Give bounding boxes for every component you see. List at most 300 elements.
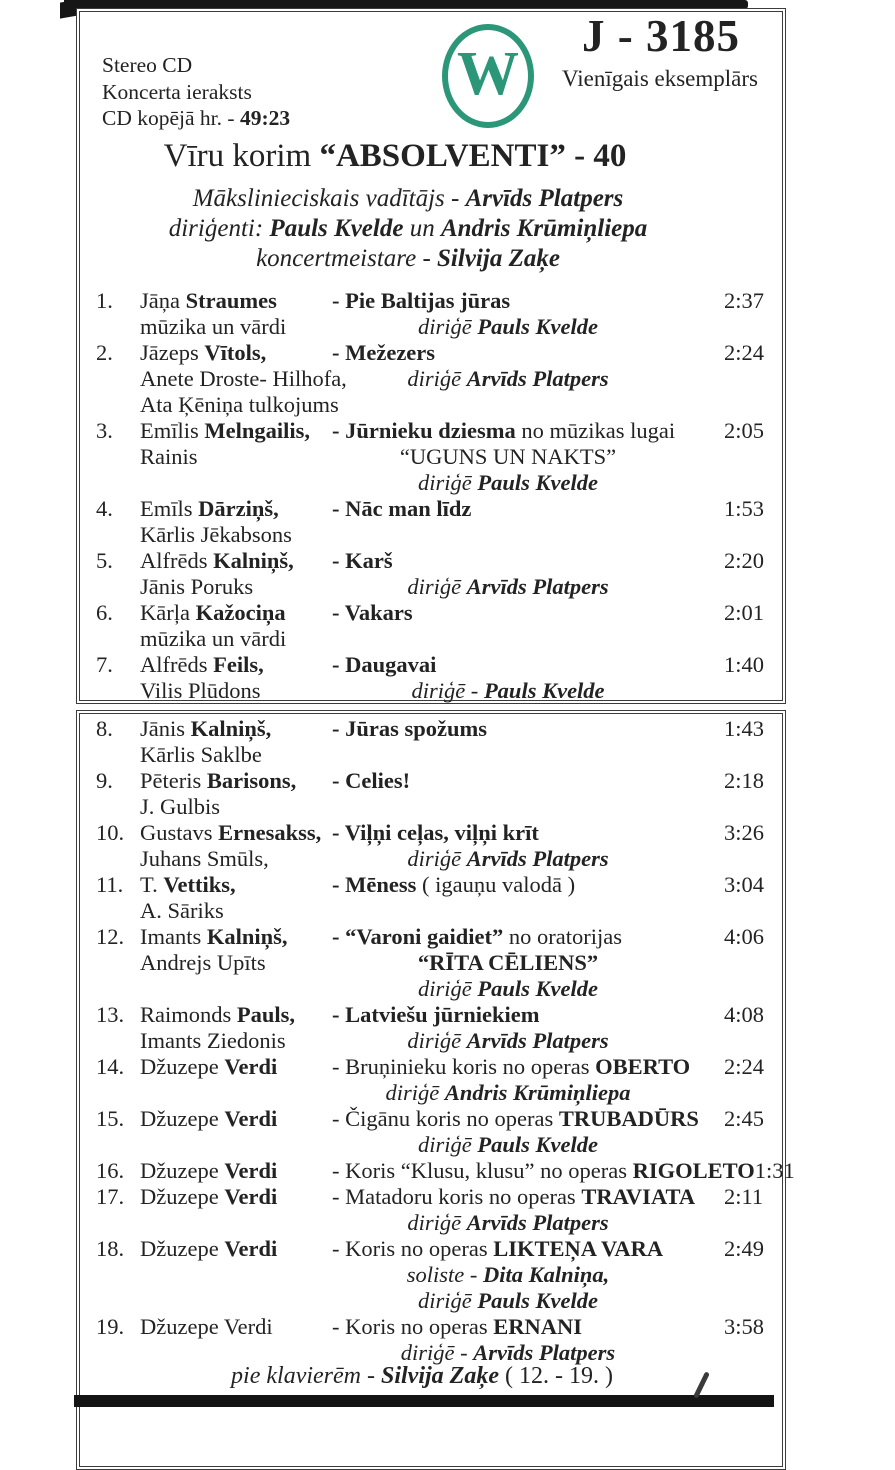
track-note [332,1288,724,1314]
track-duration: 1:40 [724,652,765,677]
text-segment: Vettiks, [163,872,236,897]
track-number: 12. [96,924,125,949]
text-segment: Rainis [140,444,198,469]
text-segment: ( 12. - 19. ) [498,1363,613,1389]
track-main-line [80,548,782,574]
track-number: 5. [96,548,113,573]
track-duration: 1:31 [754,1158,795,1183]
track-sub-line [80,1132,782,1158]
credit-conductors [80,214,736,244]
text-segment: Pauls Kvelde [483,678,605,703]
track-duration: 2:37 [724,288,765,313]
spacer [724,392,774,418]
text-segment: Jānis [140,716,191,741]
text-segment: - Mēness [332,872,417,897]
track-sub-line [80,574,782,600]
text-segment: - Daugavai [332,652,437,677]
credit-artistic-director [80,184,736,214]
spacer [724,522,774,548]
track-row [80,820,782,846]
text-segment: Pauls Kvelde [477,314,598,339]
text-segment: diriģē [418,1132,478,1157]
track-row [80,1002,782,1028]
track-note [332,846,724,872]
track-main-line [80,1158,795,1184]
spacer [724,898,774,924]
track-title [332,418,724,444]
track-number: 6. [96,600,113,625]
track-composer [140,652,332,678]
spacer [724,444,774,470]
track-row [80,1236,782,1262]
track-main-line [80,1054,782,1080]
text-segment: Džuzepe [140,1054,225,1079]
track-lyricist [140,976,332,1002]
album-title [80,138,782,175]
text-segment: - Jūras spožums [332,716,488,741]
track-note [332,392,724,418]
text-segment: Pauls Kvelde [477,1132,598,1157]
text-segment: diriģē - [411,678,484,703]
spacer [96,1028,140,1054]
track-lyricist [140,366,347,392]
track-composer [140,716,332,742]
text-segment: Verdi [224,1054,278,1079]
track-duration: 2:20 [724,548,765,573]
total-duration-line [102,105,290,132]
track-number: 8. [96,716,113,741]
text-segment: pie klavierēm - [231,1363,381,1389]
cd-meta-block [102,52,290,132]
track-composer [140,1314,332,1340]
text-segment: Jāzeps [140,340,205,365]
track-lyricist [140,950,332,976]
track-composer [140,418,332,444]
track-title [332,1054,724,1080]
spacer [96,470,140,496]
text-segment: - Karš [332,548,393,573]
track-row [80,872,782,898]
credit-concertmaster [80,244,736,274]
track-note [332,678,724,704]
track-sub-line [80,470,782,496]
text-segment: diriģē [407,366,467,391]
track-sub-line [80,626,782,652]
spacer [96,574,140,600]
text-segment: - Pie Baltijas jūras [332,288,511,313]
track-note [332,1080,724,1106]
track-row [80,288,782,314]
text-segment: Arvīds Platpers [466,1028,609,1053]
text-segment: Pauls Kvelde [477,1288,598,1313]
text-segment: Verdi [224,1158,278,1183]
spacer [96,976,140,1002]
text-segment: ERNANI [493,1314,582,1339]
track-composer [140,924,332,950]
text-segment: - Mežezers [332,340,436,365]
track-number: 1. [96,288,113,313]
text-segment: Pauls Kvelde [269,215,404,242]
text-segment: Jānis Poruks [140,574,254,599]
text-segment: Arvīds Platpers [465,185,624,212]
track-lyricist [140,626,332,652]
track-title [332,1158,755,1184]
track-title [332,1106,724,1132]
spacer [724,1210,774,1236]
track-main-line [80,924,782,950]
spacer [724,314,774,340]
spacer [96,522,140,548]
track-sub-line [80,444,782,470]
text-segment: Verdi [224,1184,278,1209]
track-note [332,794,724,820]
text-segment: “UGUNS UN NAKTS” [399,444,617,469]
text-segment: Kalniņš, [213,548,294,573]
spacer [96,678,140,704]
text-segment: Arvīds Platpers [473,1340,616,1365]
text-segment: Mākslinieciskais vadītājs - [192,185,466,212]
spacer [96,898,140,924]
track-main-line [80,820,782,846]
track-lyricist [140,314,332,340]
text-segment: Arvīds Platpers [466,574,609,599]
track-duration: 1:43 [724,716,765,741]
track-row [80,1054,782,1080]
track-title [332,716,724,742]
track-list-bottom [80,716,795,1366]
track-note [332,1210,724,1236]
track-duration: 4:06 [724,924,765,949]
text-segment: Imants Ziedonis [140,1028,286,1053]
text-segment: - Čigānu koris no operas [332,1106,559,1131]
track-note [332,950,724,976]
text-segment: Dārziņš, [198,496,279,521]
text-segment: J. Gulbis [140,794,221,819]
track-composer [140,820,332,846]
track-sub-line [80,1080,782,1106]
track-main-line [80,288,782,314]
track-sub-line [80,794,782,820]
track-duration: 2:24 [724,1054,765,1079]
track-row [80,600,782,626]
track-main-line [80,1314,782,1340]
spacer [96,1132,140,1158]
text-segment: Silvija Zaķe [380,1363,499,1389]
track-title [332,1236,724,1262]
unique-copy-note: Vienīgais eksemplārs [562,66,758,91]
text-segment: soliste - [406,1262,483,1287]
text-segment: - Koris no operas [332,1236,494,1261]
track-title [332,548,724,574]
spacer [96,392,140,418]
track-number: 2. [96,340,113,365]
text-segment: Kārlis Saklbe [140,742,262,767]
text-segment: Vilis Plūdons [140,678,261,703]
track-lyricist [140,898,332,924]
track-main-line [80,418,782,444]
track-duration: 1:53 [724,496,765,521]
text-segment: diriģē [418,470,478,495]
track-lyricist [140,1262,332,1288]
text-segment: diriģē [385,1080,445,1105]
track-row [80,1314,782,1340]
track-main-line [80,1002,782,1028]
spacer [96,1262,140,1288]
track-sub-line [80,846,782,872]
recording-type-label: Koncerta ieraksts [102,79,252,104]
track-composer [140,1236,332,1262]
track-title [332,768,724,794]
track-composer [140,548,332,574]
track-main-line [80,768,782,794]
track-main-line [80,496,782,522]
album-title-main: “ABSOLVENTI” - 40 [319,138,627,174]
text-segment: diriģē [418,314,478,339]
text-segment: Barisons, [206,768,297,793]
text-segment: - Matadoru koris no operas [332,1184,582,1209]
track-number: 9. [96,768,113,793]
spacer [724,366,774,392]
spacer [96,950,140,976]
track-composer [140,768,332,794]
track-row [80,1158,795,1184]
text-segment: - Bruņinieku koris no operas [332,1054,596,1079]
track-lyricist [140,444,332,470]
text-segment: - Viļņi ceļas, viļņi krīt [332,820,539,845]
track-duration: 2:45 [724,1106,765,1131]
track-number: 16. [96,1158,125,1183]
track-duration: 2:24 [724,340,765,365]
text-segment: Silvija Zaķe [437,245,560,272]
track-lyricist [140,1132,332,1158]
catalog-number: J - 3185 [582,11,740,61]
text-segment: RIGOLETO [632,1158,755,1183]
track-title [332,652,724,678]
track-note [332,314,724,340]
spacer [724,1262,774,1288]
text-segment: Andris Krūmiņliepa [440,215,648,242]
track-sub-line [80,1288,782,1314]
spacer [724,1080,774,1106]
track-note [332,574,724,600]
spacer [724,1132,774,1158]
text-segment: Džuzepe [140,1106,225,1131]
label-logo [442,24,534,128]
track-duration: 3:58 [724,1314,765,1339]
track-note [332,1028,724,1054]
track-note [332,898,724,924]
spacer [724,1288,774,1314]
text-segment: Kārlis Jēkabsons [140,522,292,547]
track-title [332,872,724,898]
track-note [332,522,724,548]
track-row [80,1106,782,1132]
cd-info-card-bottom [76,710,795,1470]
text-segment: Jāņa [140,288,186,313]
total-duration-label: CD kopējā hr. - [102,106,240,130]
track-note [332,470,724,496]
text-segment: - Nāc man līdz [332,496,472,521]
text-segment: mūzika un vārdi [140,314,287,339]
track-title [332,340,724,366]
text-segment: Emīls [140,496,199,521]
text-segment: Anete Droste- Hilhofa, [140,366,347,391]
text-segment: Andris Krūmiņliepa [444,1080,631,1105]
track-duration: 2:01 [724,600,765,625]
spacer [724,976,774,1002]
spacer [96,1080,140,1106]
text-segment: Juhans Smūls, [140,846,269,871]
track-note [332,1262,724,1288]
track-row [80,418,782,444]
track-main-line [80,1106,782,1132]
text-segment: Džuzepe [140,1236,225,1261]
text-segment: OBERTO [595,1054,691,1079]
track-composer [140,1184,332,1210]
track-number: 14. [96,1054,125,1079]
track-composer [140,496,332,522]
text-segment: Arvīds Platpers [466,1210,609,1235]
track-sub-line [80,1262,782,1288]
track-title [332,1002,724,1028]
spacer [96,794,140,820]
text-segment: diriģenti: [168,215,270,242]
track-number: 13. [96,1002,125,1027]
track-duration: 2:11 [724,1184,764,1209]
track-composer [140,600,332,626]
text-segment: Kalniņš, [206,924,288,949]
track-lyricist [140,742,332,768]
track-duration: 2:05 [724,418,765,443]
total-duration-value: 49:23 [239,106,291,130]
track-number: 17. [96,1184,125,1209]
text-segment: koncertmeistare - [256,245,438,272]
spacer [96,846,140,872]
text-segment: diriģē [407,574,467,599]
track-note [332,366,724,392]
text-segment: Feils, [213,652,264,677]
track-note [332,1132,724,1158]
spacer [724,846,774,872]
track-lyricist [140,1028,332,1054]
track-duration: 2:18 [724,768,765,793]
text-segment: - Jūrnieku dziesma [332,418,516,443]
spacer [96,742,140,768]
text-segment: Kalniņš, [190,716,272,741]
text-segment: Straumes [185,288,277,313]
track-sub-line [80,898,782,924]
track-lyricist [140,846,332,872]
spacer [724,1028,774,1054]
text-segment: Kažociņa [195,600,286,625]
text-segment: Raimonds [140,1002,237,1027]
track-note [332,742,724,768]
track-sub-line [80,678,782,704]
spacer [96,444,140,470]
text-segment: no oratorijas [503,924,622,949]
track-title [332,600,724,626]
text-segment: - Koris “Klusu, klusu” no operas [332,1158,633,1183]
scan-artifact-bottom-edge [74,1395,774,1407]
track-composer [140,1002,332,1028]
track-note [332,444,724,470]
track-lyricist [140,1288,332,1314]
text-segment: Ernesakss, [218,820,322,845]
spacer [96,366,140,392]
text-segment: Andrejs Upīts [140,950,266,975]
track-lyricist [140,794,332,820]
album-title-prefix: Vīru korim [163,138,320,174]
track-row [80,1184,782,1210]
track-row [80,548,782,574]
track-main-line [80,1184,782,1210]
track-sub-line [80,366,782,392]
text-segment: Alfrēds [140,652,214,677]
track-title [332,924,724,950]
track-main-line [80,1236,782,1262]
track-lyricist [140,574,332,600]
text-segment: T. [140,872,164,897]
spacer [724,574,774,600]
piano-credit [80,1362,782,1390]
text-segment: TRAVIATA [581,1184,696,1209]
track-number: 7. [96,652,113,677]
text-segment: Pēteris [140,768,207,793]
track-main-line [80,340,782,366]
track-sub-line [80,1028,782,1054]
track-main-line [80,872,782,898]
track-title [332,820,724,846]
text-segment: ( igauņu valodā ) [416,872,576,897]
track-number: 4. [96,496,113,521]
text-segment: Džuzepe Verdi [140,1314,273,1339]
text-segment: Pauls, [236,1002,296,1027]
track-composer [140,872,332,898]
track-sub-line [80,522,782,548]
logo-letter-w: W [457,40,519,108]
text-segment: diriģē [407,1028,467,1053]
track-number: 18. [96,1236,125,1261]
track-row [80,652,782,678]
track-lyricist [140,522,332,548]
text-segment: diriģē [407,1210,467,1235]
text-segment: Arvīds Platpers [466,366,609,391]
spacer [96,626,140,652]
text-segment: diriģē - [400,1340,474,1365]
track-lyricist [140,1080,332,1106]
text-segment: Melngailis, [204,418,311,443]
track-number: 10. [96,820,125,845]
track-duration: 4:08 [724,1002,765,1027]
track-note [332,976,724,1002]
spacer [724,678,774,704]
track-sub-line [80,976,782,1002]
track-title [332,496,724,522]
credits-block [80,184,782,274]
text-segment: “RĪTA CĒLIENS” [417,950,599,975]
spacer [96,1210,140,1236]
track-title [332,1184,724,1210]
spacer [724,950,774,976]
track-lyricist [140,678,332,704]
track-row [80,768,782,794]
text-segment: - “Varoni gaidiet” [332,924,504,949]
track-lyricist [140,470,332,496]
track-number: 19. [96,1314,125,1339]
format-label: Stereo CD [102,53,193,77]
text-segment: un [403,215,441,242]
track-sub-line [80,742,782,768]
